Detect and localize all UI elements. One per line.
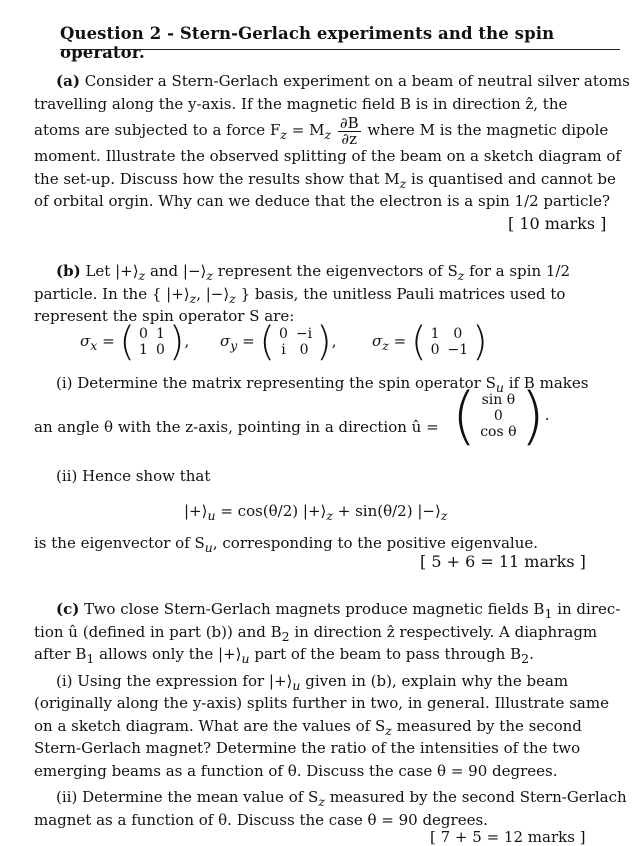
part-b-line1-c: represent the eigenvectors of S	[217, 262, 458, 280]
part-c-line1-end: in direc-	[557, 600, 621, 618]
part-a-label: (a)	[56, 72, 80, 90]
pauli-sigma-z: $\sigma_z$ = ( 1 0 0 −1 )	[372, 319, 488, 365]
direction-vector-u: ( sin θ 0 cos θ ).	[452, 379, 550, 452]
part-c-line3-end: part of the beam to pass through B	[254, 645, 522, 663]
part-a-line1: Consider a Stern-Gerlach experiment on a beam of neutral silver atoms	[84, 72, 630, 90]
part-c-marks-cutoff: [ 7 + 5 = 12 marks ]	[430, 828, 586, 846]
title-underline	[60, 49, 620, 50]
part-b-line3: represent the spin operator S are:	[34, 307, 295, 325]
part-a-line3-end: where M is the magnetic dipole	[367, 121, 609, 139]
part-a-line5-end: is quantised and cannot be	[411, 169, 616, 188]
part-b-line1-d: for a spin 1/2	[469, 262, 571, 280]
question-title: Question 2 - Stern-Gerlach experiments and the spin operator.	[60, 24, 555, 62]
part-c-i-line5: emerging beams as a function of θ. Discuss the case θ = 90 degrees.	[34, 761, 558, 780]
part-a-line2: travelling along the y-axis. If the magnetic field B is in direction ẑ, the	[34, 94, 568, 113]
part-a-line3-start: atoms are subjected to a force F	[34, 121, 281, 139]
part-b-label: (b)	[56, 262, 81, 280]
part-b: (b) Let $|+⟩_z$ and $|-⟩_z$ represent the eigenvectors of $S_z$ for a spin 1/2 particle. In the { $|+⟩_z$, $|-⟩_z$ } basis, the unitless Pauli matrices used to represent the spin operator S are:	[34, 262, 571, 325]
pauli-sigma-y: $\sigma_y$ = ( 0 −i i 0 ),	[220, 319, 337, 365]
part-b-marks: [ 5 + 6 = 11 marks ]	[420, 552, 586, 571]
part-c-line2-end: in direction ẑ respectively. A diaphragm	[294, 622, 598, 641]
part-b-line2-b: , |−⟩	[196, 284, 230, 303]
part-c-line3: after B	[34, 645, 87, 663]
pauli-sigma-x: $\sigma_x$ = ( 0 1 1 0 ),	[80, 319, 190, 365]
part-c-ii-line1: (ii) Determine the mean value of S	[56, 788, 319, 806]
part-c-i-line2: (originally along the y-axis) splits further in two, in general. Illustrate same	[34, 694, 609, 712]
part-c-line2: tion û (defined in part (b)) and B	[34, 622, 282, 641]
part-b-line2-c: } basis, the unitless Pauli matrices used to	[240, 284, 566, 303]
part-b-eig-line: is the eigenvector of $S_u$, corresponding to the positive eigenvalue.	[34, 534, 539, 555]
part-a-line5: the set-up. Discuss how the results show that M	[34, 169, 400, 188]
eigenvector-equation: $|+⟩_u = \cos(\theta/2)$ $|+⟩_z + \sin(\theta/2)$ $|-⟩_z$	[184, 502, 448, 523]
part-a-marks: [ 10 marks ]	[508, 214, 607, 233]
part-c-i-line1: (i) Using the expression for |+⟩	[56, 671, 293, 690]
part-a: (a) Consider a Stern-Gerlach experiment on a beam of neutral silver atoms travelling along the y-axis. If the magnetic field B is in direction ẑ, the atoms are subjected to a force $F_z = M_z$ $\frac{\partial B}{\partial z}$ where M is the magnetic dipole moment. Illustrate the observed splitting of the beam on a sketch diagram of the set-up. Discuss how the results show that $M_z$ is quantised and cannot be of orbital orgin. Why can we deduce that the electron is a spin 1/2 particle?	[34, 72, 630, 210]
part-a-line3-eq: = M	[291, 121, 325, 139]
part-c-i-line3: on a sketch diagram. What are the values of S	[34, 716, 386, 735]
part-b-i-line2: an angle θ with the z-axis, pointing in a direction û =	[34, 418, 439, 436]
part-b-i-line: (i) Determine the matrix representing the spin operator $S_u$ if B makes	[56, 374, 589, 395]
part-c-label: (c)	[56, 600, 80, 618]
part-b-line1-b: and |−⟩	[149, 262, 207, 280]
part-c-ii-line2: magnet as a function of θ. Discuss the case θ = 90 degrees.	[34, 810, 488, 829]
part-c-i-line1-end: given in (b), explain why the beam	[305, 671, 569, 690]
part-b-line2-a: particle. In the { |+⟩	[34, 284, 190, 303]
part-a-line4: moment. Illustrate the observed splitting of the beam on a sketch diagram of	[34, 147, 621, 165]
part-c-i-line3-end: measured by the second	[396, 716, 582, 735]
partial-derivative-fraction: $\frac{\partial B}{\partial z}$	[339, 113, 359, 148]
part-a-line6: of orbital orgin. Why can we deduce that the electron is a spin 1/2 particle?	[34, 192, 611, 210]
part-c: (c) Two close Stern-Gerlach magnets produce magnetic fields $B_1$ in direc- tion û (defined in part (b)) and $B_2$ in direction ẑ respectively. A diaphragm after $B_1$ allows only the $|+⟩_u$ part of the beam to pass through $B_2$. (i) Using the expression for $|+⟩_u$ given in (b), explain why the beam (originally along the y-axis) splits further in two, in general. Illustrate same on a sketch diagram. What are the values of $S_z$ measured by the second Stern-Gerlach magnet? Determine the ratio of the intensities of the two emerging beams as a function of θ. Discuss the case θ = 90 degrees. (ii) Determine the mean value of $S_z$ measured by the second Stern-Gerlach magnet as a function of θ. Discuss the case θ = 90 degrees.	[34, 600, 627, 829]
part-b-ii-line: (ii) Hence show that	[56, 467, 211, 485]
part-c-ii-line1-end: measured by the second Stern-Gerlach	[329, 788, 627, 806]
part-c-line3-mid: allows only the |+⟩	[99, 645, 242, 663]
part-c-line1: Two close Stern-Gerlach magnets produce magnetic fields B	[84, 600, 545, 618]
part-b-line1-a: Let |+⟩	[85, 262, 139, 280]
part-c-i-line4: Stern-Gerlach magnet? Determine the ratio of the intensities of the two	[34, 739, 581, 757]
